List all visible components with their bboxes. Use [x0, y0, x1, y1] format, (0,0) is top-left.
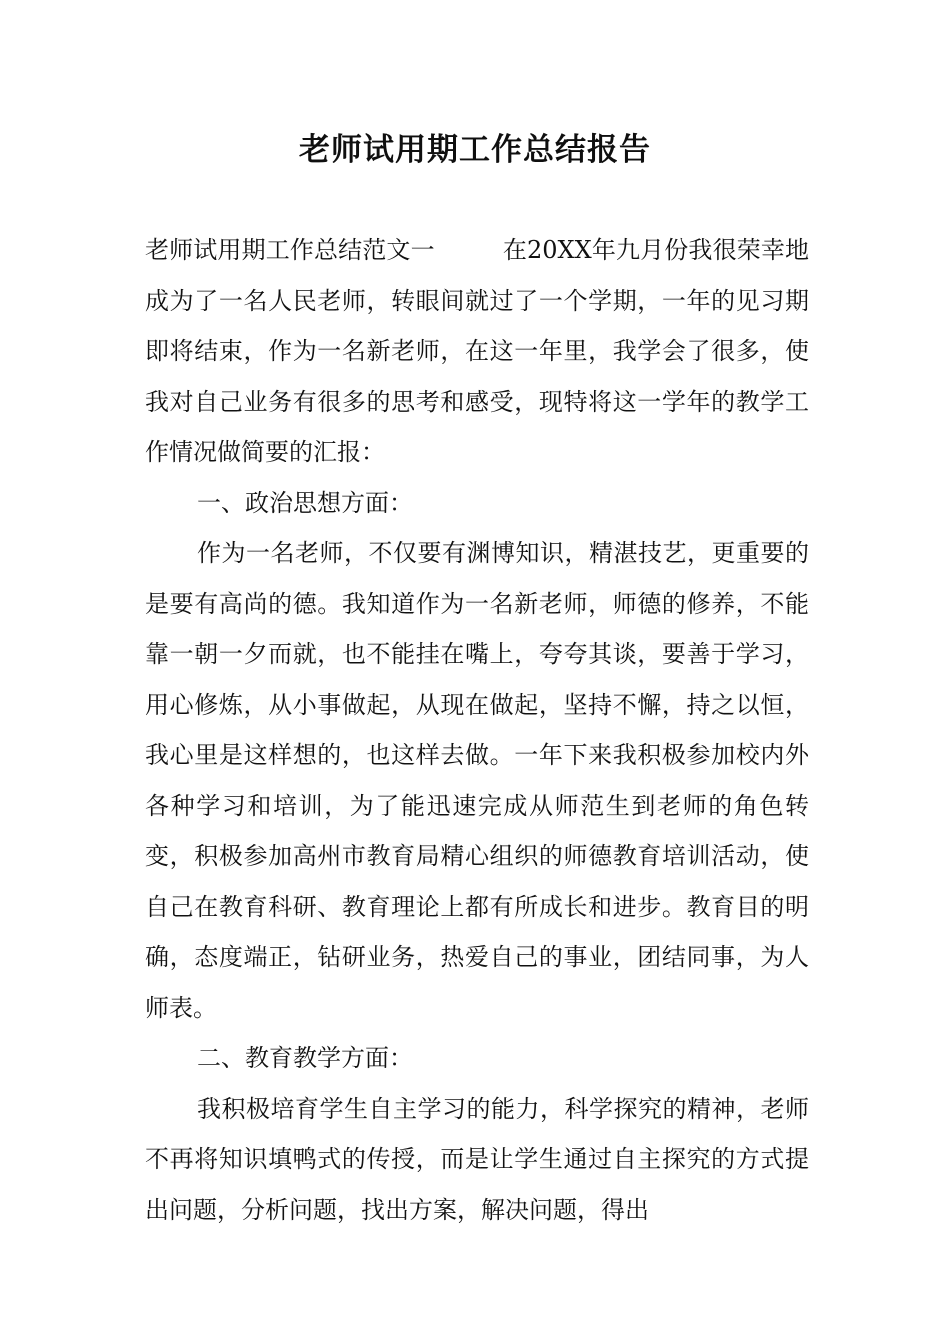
section1-heading: 一、政治思想方面： — [197, 488, 413, 517]
section1-paragraph: 作为一名老师，不仅要有渊博知识，精湛技艺，更重要的是要有高尚的德。我知道作为一名新老师，师德的修养，不能靠一朝一夕而就，也不能挂在嘴上，夸夸其谈，要善于学习，用心修炼，从小事做起，从现在做起，坚持不懈，持之以恒，我心里是这样想的，也这样去做。一年下来我积极参加校内外各种学习和培训，为了能迅速完成从师范生到老师的角色转变，积极参加高州市教育局精心组织的师德教育培训活动，使自己在教育科研、教育理论上都有所成长和进步。教育目的明确，态度端正，钻研业务，热爱自己的事业，团结同事，为人师表。 — [145, 539, 809, 1022]
section2-paragraph: 我积极培育学生自主学习的能力，科学探究的精神，老师不再将知识填鸭式的传授，而是让学生通过自主探究的方式提出问题，分析问题，找出方案，解决问题，得出 — [145, 1094, 809, 1224]
intro-label: 老师试用期工作总结范文一 — [145, 236, 435, 264]
document-body — [145, 225, 809, 1235]
intro-text: 在20XX年九月份我很荣幸地成为了一名人民老师，转眼间就过了一个学期，一年的见习期即将结束，作为一名新老师，在这一年里，我学会了很多，使我对自己业务有很多的思考和感受，现特将这一学年的教学工作情况做简要的汇报： — [145, 236, 809, 466]
section2-heading: 二、教育教学方面： — [197, 1044, 413, 1072]
document-title: 老师试用期工作总结报告 — [299, 132, 651, 168]
intro-paragraph — [145, 225, 809, 478]
